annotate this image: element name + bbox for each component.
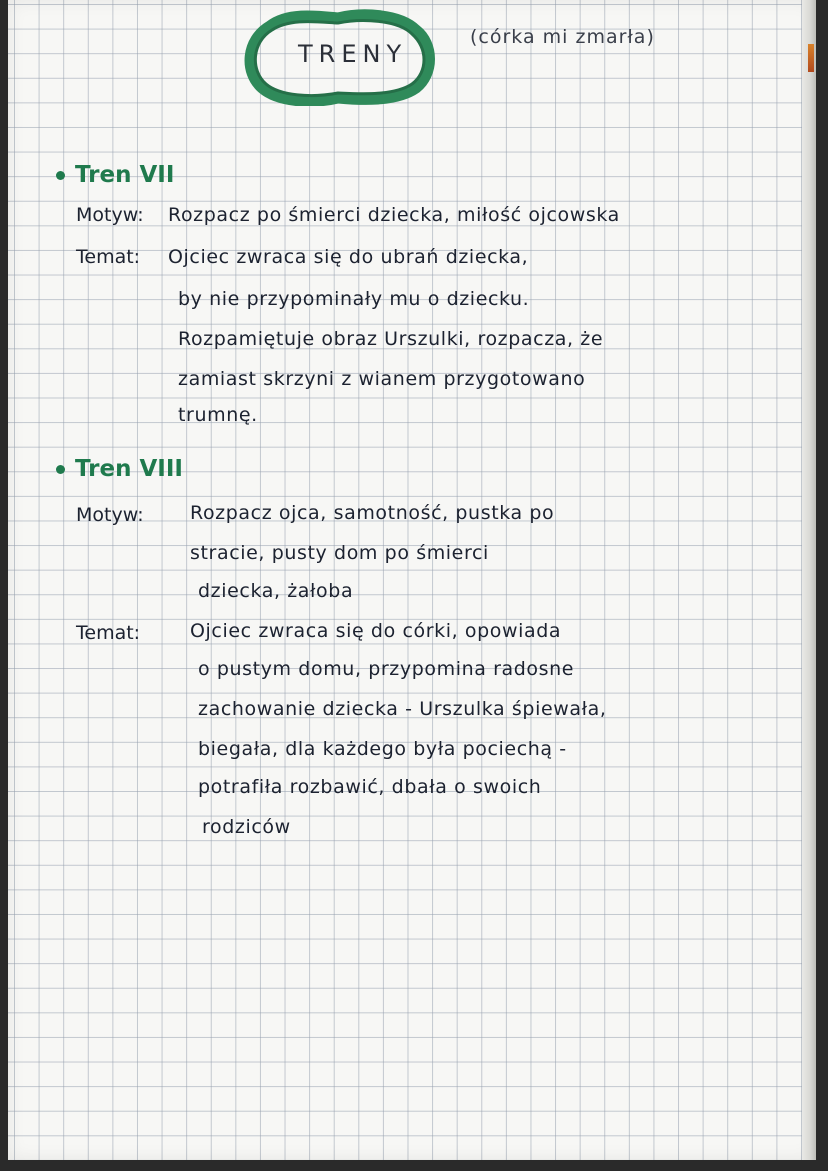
page-title: TRENY bbox=[298, 40, 408, 68]
bullet-icon bbox=[56, 171, 65, 180]
tren7-temat-label: Temat: bbox=[76, 246, 141, 268]
bookmark-tab bbox=[808, 44, 814, 72]
tren8-motyw-line: dziecka, żałoba bbox=[198, 580, 354, 602]
tren8-heading-text: Tren VIII bbox=[75, 456, 183, 482]
tren7-motyw-text: Rozpacz po śmierci dziecka, miłość ojcowska bbox=[168, 204, 620, 226]
tren7-temat-line: Rozpamiętuje obraz Urszulki, rozpacza, że bbox=[178, 328, 604, 350]
tren8-motyw-label: Motyw: bbox=[76, 504, 144, 526]
tren7-temat-line: by nie przypominały mu o dziecku. bbox=[178, 288, 530, 310]
tren8-motyw-line: stracie, pusty dom po śmierci bbox=[190, 542, 489, 564]
tren8-temat-line: biegała, dla każdego była pociechą - bbox=[198, 738, 567, 760]
tren7-temat-line: zamiast skrzyni z wianem przygotowano bbox=[178, 368, 586, 390]
tren7-temat-line: trumnę. bbox=[178, 404, 258, 426]
tren8-temat-line: potrafiła rozbawić, dbała o swoich bbox=[198, 776, 542, 798]
tren7-heading-text: Tren VII bbox=[75, 162, 175, 188]
tren7-temat-line: Ojciec zwraca się do ubrań dziecka, bbox=[168, 246, 529, 268]
tren8-heading bbox=[56, 456, 183, 482]
tren7-motyw-label: Motyw: bbox=[76, 204, 144, 226]
tren7-heading bbox=[56, 162, 174, 188]
page-subtitle: (córka mi zmarła) bbox=[470, 26, 655, 48]
notebook-binding bbox=[802, 0, 816, 1160]
bullet-icon bbox=[56, 465, 65, 474]
tren8-motyw-line: Rozpacz ojca, samotność, pustka po bbox=[190, 502, 555, 524]
tren8-temat-line: Ojciec zwraca się do córki, opowiada bbox=[190, 620, 562, 642]
tren8-temat-label: Temat: bbox=[76, 622, 141, 644]
tren8-temat-line: rodziców bbox=[202, 816, 291, 838]
tren8-temat-line: o pustym domu, przypomina radosne bbox=[198, 658, 575, 680]
tren8-temat-line: zachowanie dziecka - Urszulka śpiewała, bbox=[198, 698, 607, 720]
notebook-page bbox=[8, 0, 816, 1160]
